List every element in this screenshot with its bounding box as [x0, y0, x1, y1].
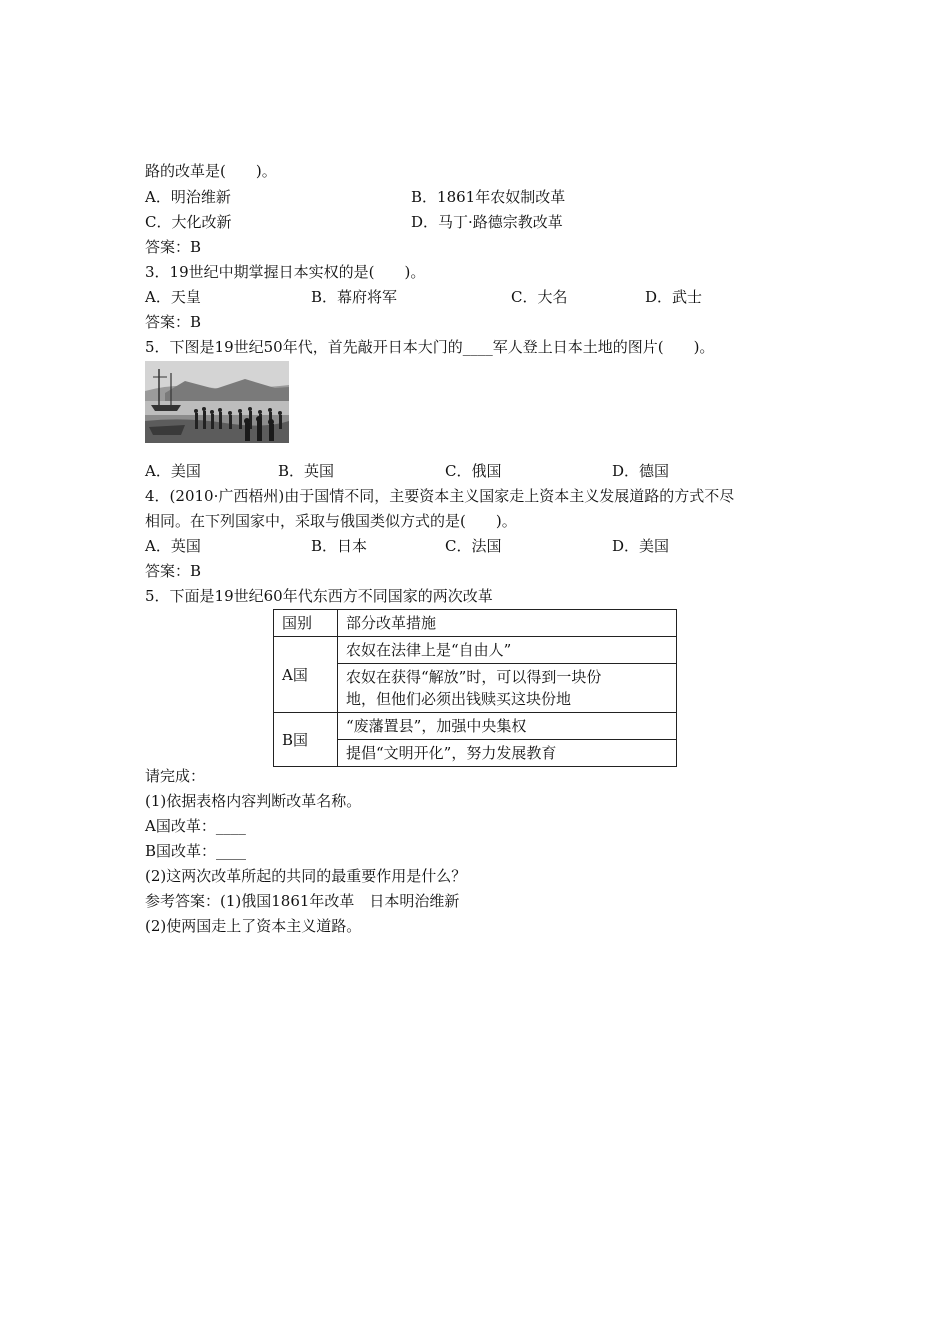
question-5a-stem: 5．下图是19世纪50年代，首先敲开日本大门的____军人登上日本土地的图片( )。 [145, 338, 715, 356]
q3-option-c: C．大名 [511, 288, 568, 306]
q3-option-b: B．幕府将军 [311, 288, 398, 306]
q3-answer: 答案：B [145, 313, 202, 331]
reference-answer-1: 参考答案：(1)俄国1861年改革 日本明治维新 [145, 892, 460, 910]
b-country-blank: B国改革：____ [145, 842, 247, 860]
table-header-measures: 部分改革措施 [338, 610, 677, 637]
question-4-stem-line1: 4．(2010·广西梧州)由于国情不同，主要资本主义国家走上资本主义发展道路的方式不尽 [145, 487, 735, 505]
q5a-option-a: A．美国 [145, 462, 201, 480]
question-5b-stem: 5．下面是19世纪60年代东西方不同国家的两次改革 [145, 587, 493, 605]
a-country-blank: A国改革：____ [145, 817, 246, 835]
table-row [274, 610, 677, 637]
q3-option-a: A．天皇 [145, 288, 201, 306]
q4-option-c: C．法国 [445, 537, 502, 555]
question-3-stem: 3．19世纪中期掌握日本实权的是( )。 [145, 263, 426, 281]
table-header-country: 国别 [274, 610, 338, 637]
table-row [274, 713, 677, 740]
option-a: A．明治维新 [145, 188, 231, 206]
q5a-option-c: C．俄国 [445, 462, 502, 480]
q4-option-d: D．美国 [612, 537, 670, 555]
option-b: B．1861年农奴制改革 [411, 188, 566, 206]
table-cell-line: 地，但他们必须出钱赎买这块份地 [346, 690, 572, 708]
reference-answer-2: (2)使两国走上了资本主义道路。 [145, 917, 362, 935]
q4-option-b: B．日本 [311, 537, 368, 555]
prompt: 请完成： [145, 767, 206, 785]
q3-option-d: D．武士 [645, 288, 703, 306]
table-cell-line: 农奴在获得“解放”时，可以得到一块份 [346, 668, 602, 686]
table-cell [338, 664, 677, 713]
table-cell: “废藩置县”，加强中央集权 [338, 713, 677, 740]
sub-question-1: (1)依据表格内容判断改革名称。 [145, 792, 362, 810]
q4-answer: 答案：B [145, 562, 202, 580]
reform-table [273, 609, 677, 767]
question-intro-tail: 路的改革是( )。 [145, 162, 277, 180]
perry-landing-image [145, 361, 289, 443]
q5a-option-d: D．德国 [612, 462, 670, 480]
q5a-option-b: B．英国 [278, 462, 335, 480]
question-4-stem-line2: 相同。在下列国家中，采取与俄国类似方式的是( )。 [145, 512, 517, 530]
table-row [274, 637, 677, 664]
table-cell: 提倡“文明开化”，努力发展教育 [338, 740, 677, 767]
table-cell: 农奴在法律上是“自由人” [338, 637, 677, 664]
sub-question-2: (2)这两次改革所起的共同的最重要作用是什么？ [145, 867, 467, 885]
answer: 答案：B [145, 238, 202, 256]
table-cell-country-b: B国 [274, 713, 338, 767]
option-d: D．马丁·路德宗教改革 [411, 213, 563, 231]
table-cell-country-a: A国 [274, 637, 338, 713]
q4-option-a: A．英国 [145, 537, 201, 555]
option-c: C．大化改新 [145, 213, 232, 231]
